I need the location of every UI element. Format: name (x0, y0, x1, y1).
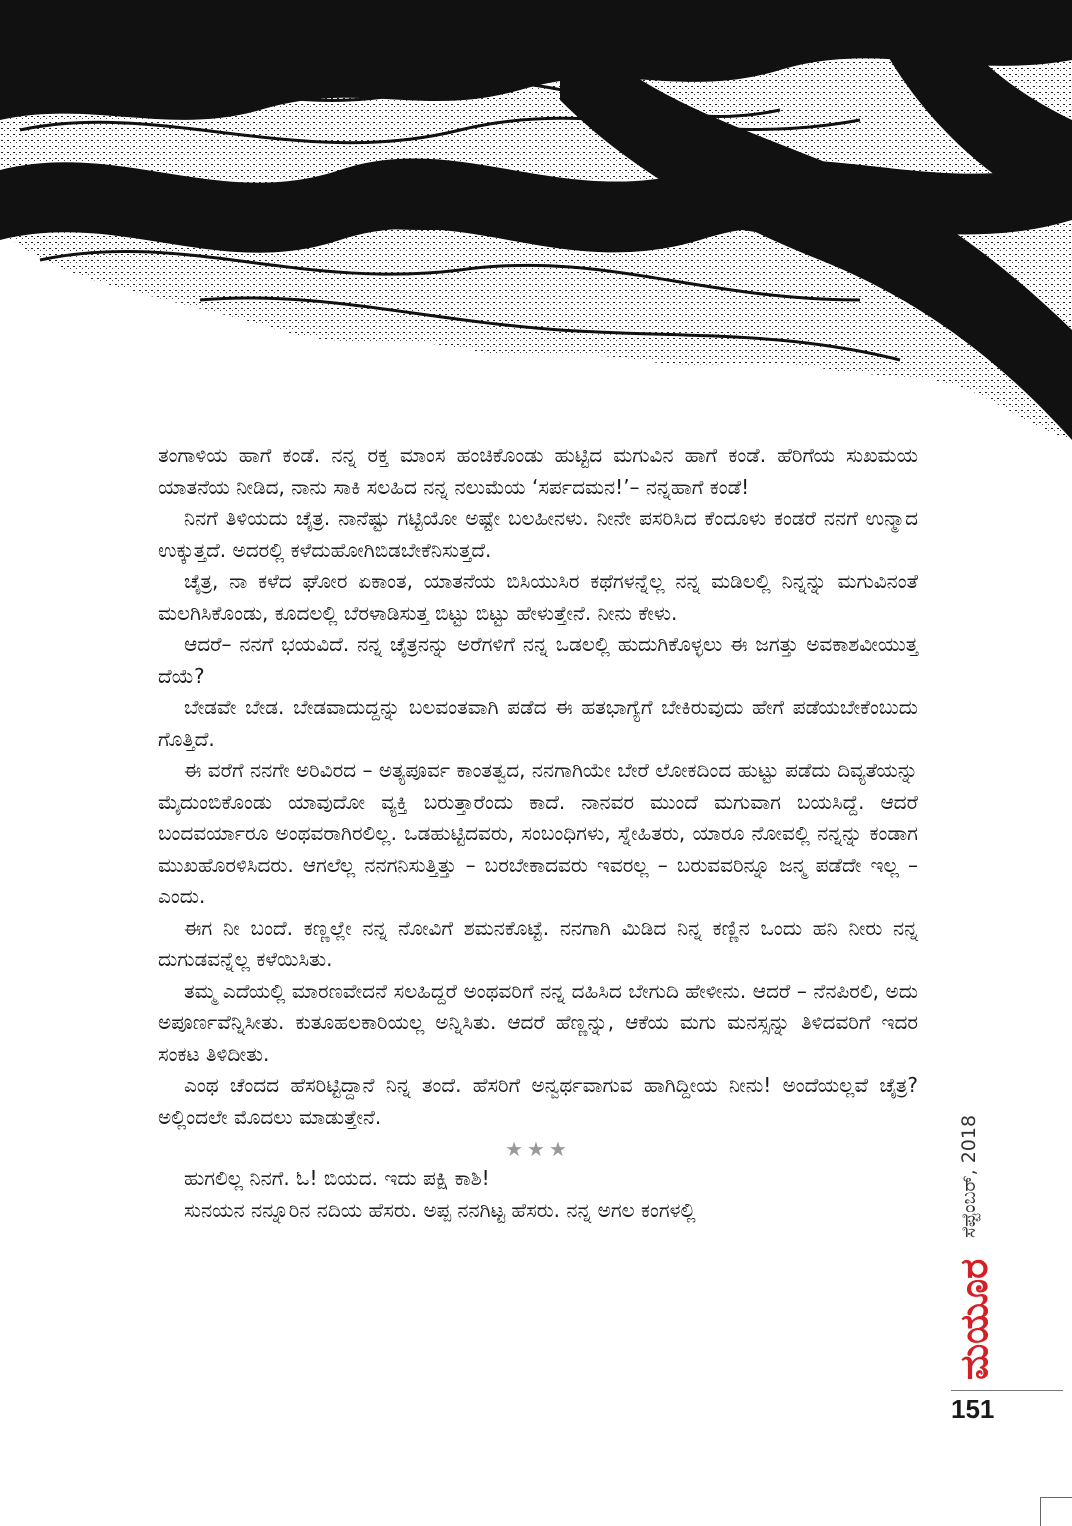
article-body (158, 440, 918, 1226)
paragraph: ಹುಗಲಿಲ್ಲ ನಿನಗೆ. ಓ! ಬಿಯದ. ಇದು ಪಕ್ಷಿ ಕಾಶಿ! (184, 1166, 490, 1190)
magazine-logo: ಮಯೂರ (952, 1258, 996, 1380)
crop-mark (1040, 1497, 1072, 1526)
paragraph: ಈಗ ನೀ ಬಂದೆ. ಕಣ್ಣಲ್ಲೇ ನನ್ನ ನೋವಿಗೆ ಶಮನಕೊಟ್ಟೆ. ನನಗಾಗಿ ಮಿಡಿದ ನಿನ್ನ ಕಣ್ಣಿನ ಒಂದು ಹನಿ ನೀರು ನನ್ನ ದುಗುಡವನ್ನೆಲ್ಲ ಕಳೆಯಿಸಿತು. (158, 915, 918, 971)
paragraph: ಸುನಯನ ನನ್ನೂರಿನ ನದಿಯ ಹೆಸರು. ಅಪ್ಪ ನನಗಿಟ್ಟ ಹೆಸರು. ನನ್ನ ಅಗಲ ಕಂಗಳಲ್ಲಿ (184, 1197, 696, 1222)
paragraph: ತಮ್ಮ ಎದೆಯಲ್ಲಿ ಮಾರಣವೇದನೆ ಸಲಹಿದ್ದರೆ ಅಂಥವರಿಗೆ ನನ್ನ ದಹಿಸಿದ ಬೇಗುದಿ ಹೇಳೀನು. ಆದರೆ – ನೆನಪಿರಲಿ, ಅದು ಅಪೂರ್ಣವೆನ್ನಿಸೀತು. ಕುತೂಹಲಕಾರಿಯಲ್ಲ ಅನ್ನಿಸಿತು. ಆದರೆ ಹೆಣ್ಣನ್ನು, ಆಕೆಯ ಮಗು ಮನಸ್ಸನ್ನು ತಿಳಿದವರಿಗೆ ಇದರ ಸಂಕಟ ತಿಳಿದೀತು. (158, 978, 918, 1066)
paragraph: ಬೇಡವೇ ಬೇಡ. ಬೇಡವಾದುದ್ದನ್ನು ಬಲವಂತವಾಗಿ ಪಡೆದ ಈ ಹತಭಾಗ್ಯೆಗೆ ಬೇಕಿರುವುದು ಹೇಗೆ ಪಡೆಯಬೇಕೆಂಬುದು ಗೊತ್ತಿದೆ. (158, 695, 918, 751)
paragraph: ಈ ವರೆಗೆ ನನಗೇ ಅರಿವಿರದ – ಅತ್ಯಪೂರ್ವ ಕಾಂತತ್ವದ, ನನಗಾಗಿಯೇ ಬೇರೆ ಲೋಕದಿಂದ ಹುಟ್ಟು ಪಡೆದು ದಿವ್ಯತೆಯನ್ನು ಮೈದುಂಬಿಕೊಂಡು ಯಾವುದೋ ವ್ಯಕ್ತಿ ಬರುತ್ತಾರೆಂದು ಕಾದೆ. ನಾನವರ ಮುಂದೆ ಮಗುವಾಗ ಬಯಸಿದ್ದೆ. ಆದರೆ ಬಂದವರ್ಯಾರೂ ಅಂಥವರಾಗಿರಲಿಲ್ಲ. ಒಡಹುಟ್ಟಿದವರು, ಸಂಬಂಧಿಗಳು, ಸ್ನೇಹಿತರು, ಯಾರೂ ನೋವಲ್ಲಿ ನನ್ನನ್ನು ಕಂಡಾಗ ಮುಖಹೊರಳಿಸಿದರು. ಆಗಲೆಲ್ಲ ನನಗನಿಸುತ್ತಿತ್ತು – ಬರಬೇಕಾದವರು ಇವರಲ್ಲ – ಬರುವವರಿನ್ನೂ ಜನ್ಮ ಪಡೆದೇ ಇಲ್ಲ – ಎಂದು. (158, 758, 918, 908)
paragraph: ನಿನಗೆ ತಿಳಿಯದು ಚೈತ್ರ. ನಾನೆಷ್ಟು ಗಟ್ಟಿಯೋ ಅಷ್ಟೇ ಬಲಹೀನಳು. ನೀನೇ ಪಸರಿಸಿದ ಕೆಂದೂಳು ಕಂಡರೆ ನನಗೆ ಉನ್ಮಾದ ಉಕ್ಕುತ್ತದೆ. ಅದರಲ್ಲಿ ಕಳೆದುಹೋಗಿಬಿಡಬೇಕೆನಿಸುತ್ತದೆ. (158, 506, 918, 562)
page-number: 151 (951, 1394, 995, 1424)
paragraph: ತಂಗಾಳಿಯ ಹಾಗೆ ಕಂಡೆ. ನನ್ನ ರಕ್ತ ಮಾಂಸ ಹಂಚಿಕೊಂಡು ಹುಟ್ಟಿದ ಮಗುವಿನ ಹಾಗೆ ಕಂಡೆ. ಹೆರಿಗೆಯ ಸುಖಮಯ ಯಾತನೆಯ ನೀಡಿದ, ನಾನು ಸಾಕಿ ಸಲಹಿದ ನನ್ನ ನಲುಮೆಯ ‘ಸರ್ಪದಮನ!’– ನನ್ನಹಾಗೆ ಕಂಡೆ! (158, 443, 918, 499)
paragraph: ಆದರೆ– ನನಗೆ ಭಯವಿದೆ. ನನ್ನ ಚೈತ್ರನನ್ನು ಅರೆಗಳಿಗೆ ನನ್ನ ಒಡಲಲ್ಲಿ ಹುದುಗಿಕೊಳ್ಳಲು ಈ ಜಗತ್ತು ಅವಕಾಶವೀಯುತ್ತ ದೆಯೆ? (158, 632, 918, 688)
paragraph: ಎಂಥ ಚೆಂದದ ಹೆಸರಿಟ್ಟಿದ್ದಾನೆ ನಿನ್ನ ತಂದೆ. ಹೆಸರಿಗೆ ಅನ್ವರ್ಥವಾಗುವ ಹಾಗಿದ್ದೀಯ ನೀನು! ಅಂದೆಯಲ್ಲವೆ ಚೈತ್ರ? ಅಲ್ಲಿಂದಲೇ ಮೊದಲು ಮಾಡುತ್ತೇನೆ. (158, 1073, 918, 1129)
issue-date: ಸೆಪ್ಟೆಂಬರ್, 2018 (958, 1114, 980, 1238)
section-separator: ★★★ (505, 1137, 571, 1161)
paragraph: ಚೈತ್ರ, ನಾ ಕಳೆದ ಘೋರ ಏಕಾಂತ, ಯಾತನೆಯ ಬಿಸಿಯುಸಿರ ಕಥೆಗಳನ್ನೆಲ್ಲ ನನ್ನ ಮಡಿಲಲ್ಲಿ ನಿನ್ನನ್ನು ಮಗುವಿನಂತೆ ಮಲಗಿಸಿಕೊಂಡು, ಕೂದಲಲ್ಲಿ ಬೆರಳಾಡಿಸುತ್ತ ಬಿಟ್ಟು ಬಿಟ್ಟು ಹೇಳುತ್ತೇನೆ. ನೀನು ಕೇಳು. (158, 569, 918, 625)
header-illustration (0, 0, 1072, 450)
folio-rule (951, 1390, 1063, 1391)
